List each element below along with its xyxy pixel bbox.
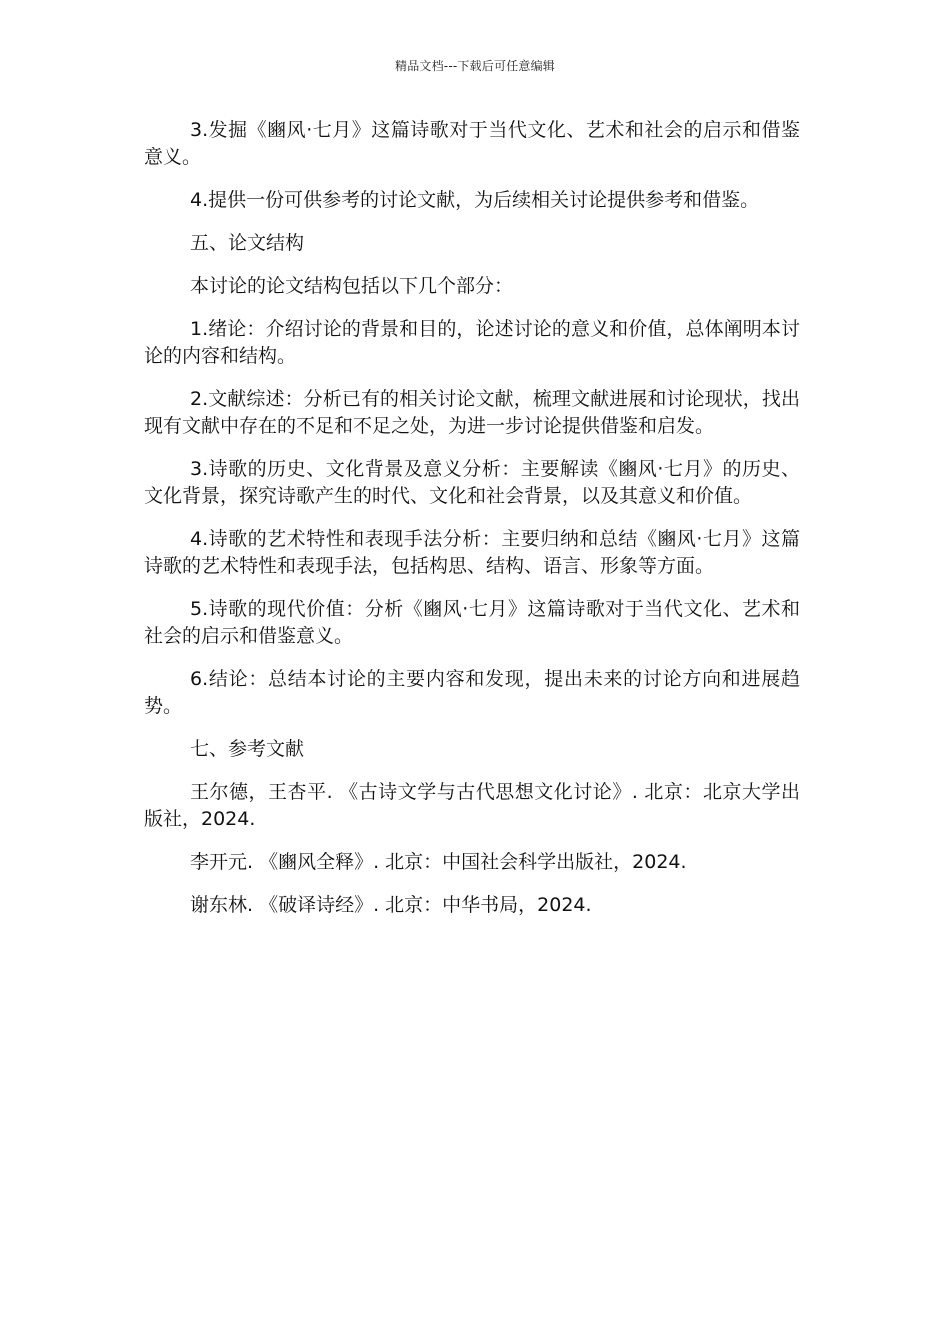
reference-item-3: 谢东林. 《破译诗经》. 北京：中华书局，2024. <box>190 894 592 916</box>
list-item-goal-3: 3.发掘《豳风·七月》这篇诗歌对于当代文化、艺术和社会的启示和借鉴意义。 <box>144 119 800 168</box>
structure-item-4: 4.诗歌的艺术特性和表现手法分析：主要归纳和总结《豳风·七月》这篇诗歌的艺术特性和表现手法，包括构思、结构、语言、形象等方面。 <box>144 528 800 577</box>
reference-item-2: 李开元. 《豳风全释》. 北京：中国社会科学出版社，2024. <box>190 851 687 873</box>
structure-item-5: 5.诗歌的现代价值：分析《豳风·七月》这篇诗歌对于当代文化、艺术和社会的启示和借鉴意义。 <box>144 598 800 647</box>
section-heading-references: 七、参考文献 <box>190 738 305 760</box>
structure-item-1: 1.绪论：介绍讨论的背景和目的，论述讨论的意义和价值，总体阐明本讨论的内容和结构。 <box>144 318 800 367</box>
structure-item-3: 3.诗歌的历史、文化背景及意义分析：主要解读《豳风·七月》的历史、文化背景，探究诗歌产生的时代、文化和社会背景，以及其意义和价值。 <box>144 458 800 507</box>
list-item-goal-4: 4.提供一份可供参考的讨论文献，为后续相关讨论提供参考和借鉴。 <box>190 189 760 211</box>
page-header: 精品文档---下载后可任意编辑 <box>395 59 555 73</box>
document-body <box>144 117 800 935</box>
reference-item-1: 王尔德，王杏平. 《古诗文学与古代思想文化讨论》. 北京：北京大学出版社，2024. <box>144 781 800 830</box>
section-heading-structure: 五、论文结构 <box>190 232 305 254</box>
structure-intro: 本讨论的论文结构包括以下几个部分： <box>190 275 514 297</box>
structure-item-2: 2.文献综述：分析已有的相关讨论文献，梳理文献进展和讨论现状，找出现有文献中存在的不足和不足之处，为进一步讨论提供借鉴和启发。 <box>144 388 800 437</box>
structure-item-6: 6.结论：总结本讨论的主要内容和发现，提出未来的讨论方向和进展趋势。 <box>144 668 800 717</box>
